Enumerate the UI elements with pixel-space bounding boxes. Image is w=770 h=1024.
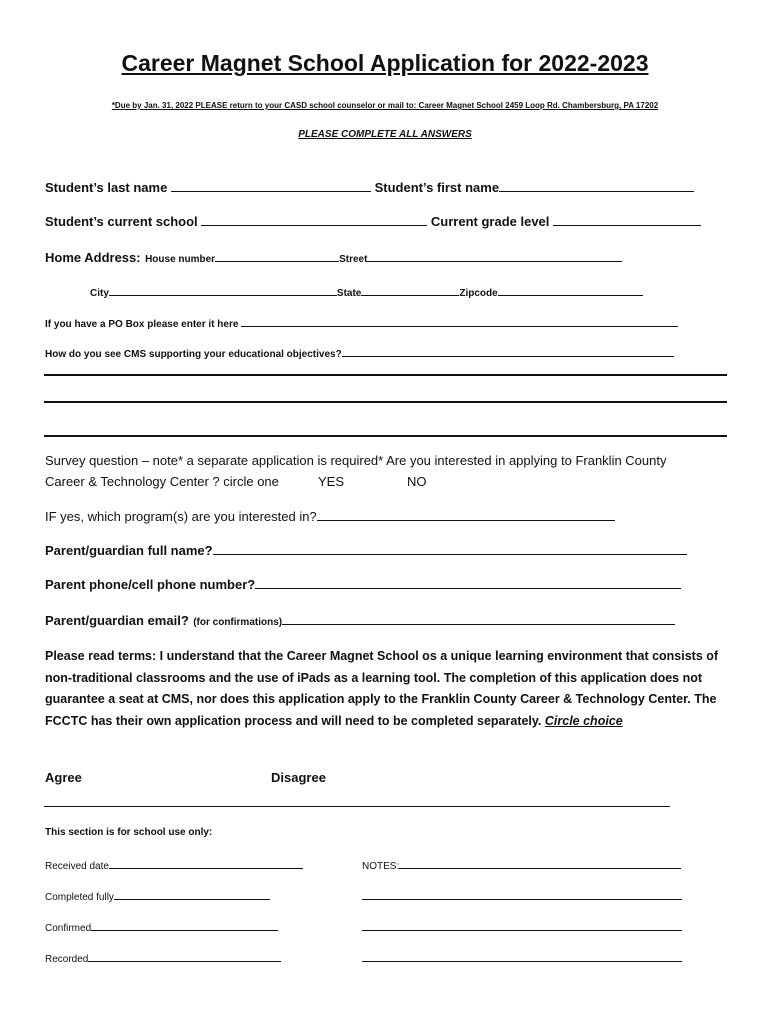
form-title: Career Magnet School Application for 2022-2023 [121, 50, 649, 76]
survey-no-option[interactable]: NO [407, 474, 427, 489]
signature-line[interactable] [44, 806, 670, 807]
zipcode-label: Zipcode [459, 288, 498, 299]
survey-question-line-2: Career & Technology Center ? circle one [45, 474, 279, 489]
last-name-label: Student’s last name [45, 180, 168, 195]
last-name-field[interactable] [171, 180, 371, 192]
received-label: Received date [45, 861, 109, 872]
current-school-label: Student’s current school [45, 214, 198, 229]
parent-name-field[interactable] [213, 543, 687, 555]
objectives-label: How do you see CMS supporting your educational objectives? [45, 349, 342, 360]
confirmed-label: Confirmed [45, 923, 92, 934]
objectives-row [45, 345, 674, 360]
parent-email-label: Parent/guardian email? [45, 613, 189, 628]
street-field[interactable] [367, 250, 622, 262]
received-field[interactable] [109, 857, 303, 869]
po-box-field[interactable] [241, 315, 678, 327]
agree-option[interactable]: Agree [45, 770, 82, 785]
circle-choice-label: Circle choice [544, 713, 623, 728]
survey-yes-option[interactable]: YES [318, 474, 345, 489]
parent-phone-label: Parent phone/cell phone number? [45, 577, 256, 592]
parent-name-row [45, 543, 687, 558]
home-address-label: Home Address: [45, 250, 141, 265]
city-row [90, 284, 643, 299]
current-school-field[interactable] [201, 214, 427, 226]
grade-level-label: Current grade level [430, 214, 550, 229]
completed-row [45, 888, 270, 903]
parent-email-note: (for confirmations) [193, 617, 283, 628]
notes-field-3[interactable] [362, 930, 682, 931]
state-field[interactable] [361, 284, 459, 296]
programs-row [45, 509, 615, 524]
home-address-row [45, 249, 622, 267]
confirmed-row [45, 919, 278, 934]
recorded-row [45, 950, 281, 965]
school-row [45, 214, 701, 229]
notes-field-2[interactable] [362, 899, 682, 900]
house-number-field[interactable] [215, 250, 339, 262]
notes-field-1[interactable] [399, 857, 681, 869]
recorded-field[interactable] [88, 950, 281, 962]
terms-text: Please read terms: I understand that the Career Magnet School os a unique learning environment that consists of non-traditional classrooms and the use of iPads as a learning tool. The completion of this application does not guarantee a seat at CMS, nor does this application apply to the Franklin County Career & Technology Center. The FCCTC has their own application process and will need to be completed separately. [45, 649, 719, 728]
first-name-label: Student’s first name [374, 180, 500, 195]
objectives-line-3[interactable] [44, 435, 727, 437]
house-number-label: House number [145, 254, 216, 265]
city-field[interactable] [109, 284, 337, 296]
school-use-heading: This section is for school use only: [45, 827, 213, 838]
complete-note: PLEASE COMPLETE ALL ANSWERS [298, 129, 472, 140]
received-row [45, 857, 303, 872]
notes-field-4[interactable] [362, 961, 682, 962]
objectives-line-1[interactable] [44, 374, 727, 376]
parent-phone-field[interactable] [255, 577, 681, 589]
last-name-row [45, 180, 694, 195]
zipcode-field[interactable] [498, 284, 643, 296]
survey-question-line-1: Survey question – note* a separate application is required* Are you interested in applying to Franklin County [45, 453, 667, 468]
programs-label: IF yes, which program(s) are you interested in? [45, 509, 317, 524]
parent-name-label: Parent/guardian full name? [45, 543, 213, 558]
street-label: Street [339, 254, 368, 265]
due-note: *Due by Jan. 31, 2022 PLEASE return to your CASD school counselor or mail to: Career Magnet School 2459 Loop Rd. Chambersburg, PA 17202 [111, 101, 659, 110]
recorded-label: Recorded [45, 954, 89, 965]
po-box-row [45, 315, 678, 330]
city-label: City [90, 288, 109, 299]
notes-label: NOTES: [362, 861, 400, 872]
objectives-line-2[interactable] [44, 401, 727, 403]
disagree-option[interactable]: Disagree [271, 770, 326, 785]
confirmed-field[interactable] [91, 919, 278, 931]
completed-field[interactable] [114, 888, 270, 900]
parent-email-field[interactable] [282, 613, 675, 625]
state-label: State [336, 288, 362, 299]
objectives-field-inline[interactable] [342, 345, 674, 357]
programs-field[interactable] [317, 509, 615, 521]
parent-email-row [45, 612, 675, 630]
completed-label: Completed fully [45, 892, 114, 903]
parent-phone-row [45, 577, 681, 592]
po-box-label: If you have a PO Box please enter it here [45, 319, 239, 330]
notes-row [362, 857, 681, 872]
terms-paragraph [45, 646, 725, 732]
first-name-field[interactable] [499, 180, 694, 192]
grade-level-field[interactable] [553, 214, 701, 226]
